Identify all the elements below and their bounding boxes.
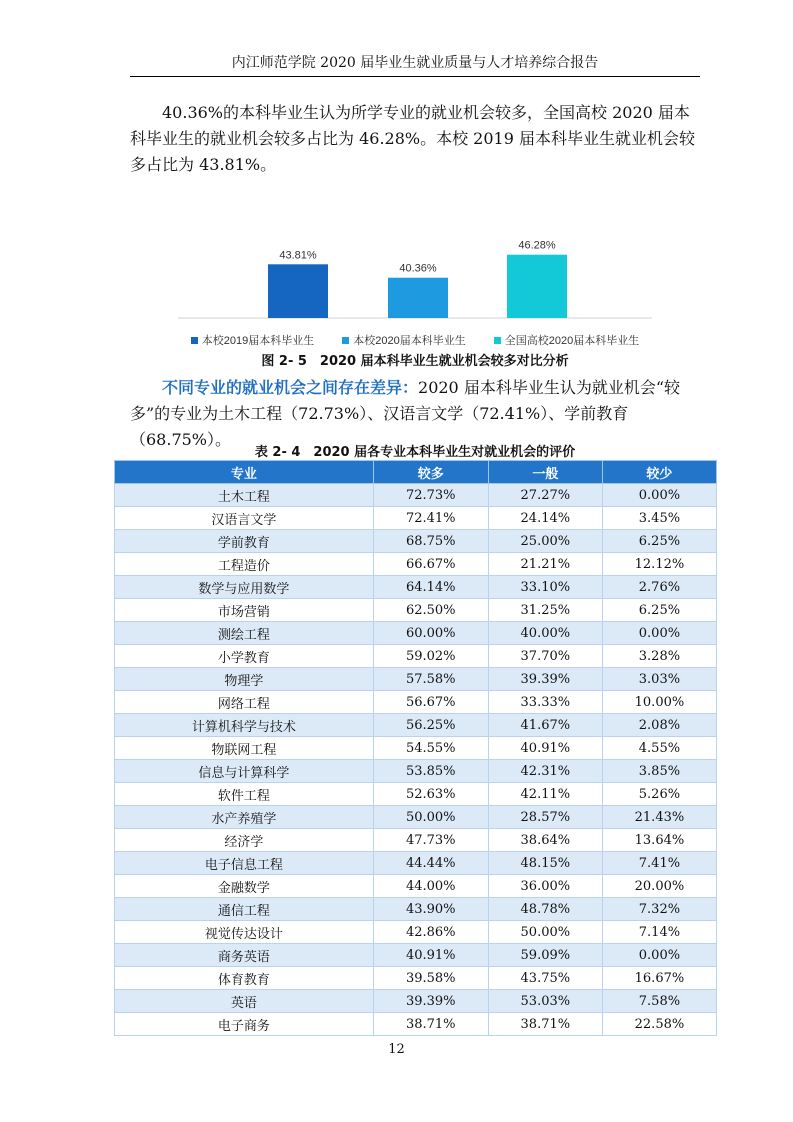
legend-swatch <box>494 337 501 344</box>
cell-few: 3.45% <box>602 507 716 530</box>
cell-major: 信息与计算科学 <box>115 760 374 783</box>
cell-few: 16.67% <box>602 967 716 990</box>
cell-many: 38.71% <box>373 1013 488 1036</box>
table-row <box>115 507 717 530</box>
legend-item <box>342 332 465 348</box>
table-row <box>115 990 717 1013</box>
legend-label: 本校2020届本科毕业生 <box>353 335 466 347</box>
cell-average: 36.00% <box>488 875 602 898</box>
cell-many: 42.86% <box>373 921 488 944</box>
cell-many: 60.00% <box>373 622 488 645</box>
cell-many: 44.00% <box>373 875 488 898</box>
cell-major: 市场营销 <box>115 599 374 622</box>
header-major: 专业 <box>115 461 374 484</box>
cell-major: 英语 <box>115 990 374 1013</box>
cell-many: 43.90% <box>373 898 488 921</box>
cell-many: 64.14% <box>373 576 488 599</box>
table-row <box>115 576 717 599</box>
cell-many: 66.67% <box>373 553 488 576</box>
cell-average: 42.31% <box>488 760 602 783</box>
cell-average: 43.75% <box>488 967 602 990</box>
cell-many: 44.44% <box>373 852 488 875</box>
header-rule <box>130 76 700 77</box>
bar-label-1: 43.81% <box>279 249 317 262</box>
bar-label-3: 46.28% <box>518 240 556 252</box>
table-row <box>115 668 717 691</box>
table-row <box>115 852 717 875</box>
cell-few: 6.25% <box>602 599 716 622</box>
cell-average: 25.00% <box>488 530 602 553</box>
cell-many: 56.25% <box>373 714 488 737</box>
cell-few: 10.00% <box>602 691 716 714</box>
chart-legend <box>130 332 700 348</box>
cell-few: 6.25% <box>602 530 716 553</box>
page-header: 内江师范学院 2020 届毕业生就业质量与人才培养综合报告 <box>231 55 599 71</box>
paragraph-2-text: 2020 届本科毕业生认为就业机会“较多”的专业为土木工程（72.73%）、汉语言文学（72.41%）、学前教育（68.75%）。 <box>130 378 681 449</box>
cell-average: 33.33% <box>488 691 602 714</box>
legend-item <box>191 332 314 348</box>
cell-few: 0.00% <box>602 944 716 967</box>
cell-major: 软件工程 <box>115 783 374 806</box>
cell-few: 7.58% <box>602 990 716 1013</box>
cell-few: 7.32% <box>602 898 716 921</box>
cell-many: 68.75% <box>373 530 488 553</box>
cell-many: 54.55% <box>373 737 488 760</box>
cell-few: 3.28% <box>602 645 716 668</box>
cell-many: 62.50% <box>373 599 488 622</box>
cell-few: 7.14% <box>602 921 716 944</box>
table-row <box>115 645 717 668</box>
cell-few: 0.00% <box>602 622 716 645</box>
bar-3 <box>507 255 567 318</box>
table-body <box>115 484 717 1036</box>
cell-average: 53.03% <box>488 990 602 1013</box>
cell-few: 12.12% <box>602 553 716 576</box>
cell-many: 52.63% <box>373 783 488 806</box>
cell-average: 28.57% <box>488 806 602 829</box>
cell-few: 0.00% <box>602 484 716 507</box>
cell-average: 42.11% <box>488 783 602 806</box>
cell-many: 39.39% <box>373 990 488 1013</box>
header-few: 较少 <box>602 461 716 484</box>
cell-average: 21.21% <box>488 553 602 576</box>
cell-many: 50.00% <box>373 806 488 829</box>
table-row <box>115 760 717 783</box>
bar-chart <box>130 240 700 350</box>
page-number: 12 <box>388 1042 405 1057</box>
cell-major: 水产养殖学 <box>115 806 374 829</box>
cell-average: 38.71% <box>488 1013 602 1036</box>
cell-few: 2.76% <box>602 576 716 599</box>
cell-average: 37.70% <box>488 645 602 668</box>
cell-average: 24.14% <box>488 507 602 530</box>
table-row <box>115 622 717 645</box>
cell-many: 72.41% <box>373 507 488 530</box>
header-many: 较多 <box>373 461 488 484</box>
cell-few: 2.08% <box>602 714 716 737</box>
cell-major: 电子信息工程 <box>115 852 374 875</box>
cell-major: 金融数学 <box>115 875 374 898</box>
table-row <box>115 921 717 944</box>
table-row <box>115 553 717 576</box>
figure-caption: 图 2- 5 2020 届本科毕业生就业机会较多对比分析 <box>261 354 569 369</box>
cell-major: 网络工程 <box>115 691 374 714</box>
cell-few: 21.43% <box>602 806 716 829</box>
chart-canvas <box>130 240 700 332</box>
cell-major: 测绘工程 <box>115 622 374 645</box>
cell-major: 体育教育 <box>115 967 374 990</box>
legend-swatch <box>342 337 349 344</box>
cell-average: 59.09% <box>488 944 602 967</box>
cell-major: 电子商务 <box>115 1013 374 1036</box>
paragraph-2-highlight: 不同专业的就业机会之间存在差异： <box>162 378 419 397</box>
cell-major: 商务英语 <box>115 944 374 967</box>
cell-major: 通信工程 <box>115 898 374 921</box>
table-row <box>115 530 717 553</box>
cell-major: 小学教育 <box>115 645 374 668</box>
cell-many: 53.85% <box>373 760 488 783</box>
cell-average: 31.25% <box>488 599 602 622</box>
table-caption: 表 2- 4 2020 届各专业本科毕业生对就业机会的评价 <box>254 445 576 460</box>
table-row <box>115 898 717 921</box>
cell-many: 59.02% <box>373 645 488 668</box>
cell-few: 4.55% <box>602 737 716 760</box>
cell-few: 3.85% <box>602 760 716 783</box>
legend-item <box>494 332 639 348</box>
table-row <box>115 691 717 714</box>
table-row <box>115 875 717 898</box>
evaluation-table <box>114 460 717 1036</box>
table-row <box>115 967 717 990</box>
cell-major: 物理学 <box>115 668 374 691</box>
cell-few: 20.00% <box>602 875 716 898</box>
cell-few: 3.03% <box>602 668 716 691</box>
header-average: 一般 <box>488 461 602 484</box>
cell-major: 学前教育 <box>115 530 374 553</box>
cell-average: 40.91% <box>488 737 602 760</box>
cell-few: 22.58% <box>602 1013 716 1036</box>
bar-2 <box>388 278 448 318</box>
table-row <box>115 1013 717 1036</box>
table-row <box>115 484 717 507</box>
cell-major: 视觉传达设计 <box>115 921 374 944</box>
cell-few: 5.26% <box>602 783 716 806</box>
paragraph-1: 40.36%的本科毕业生认为所学专业的就业机会较多，全国高校 2020 届本科毕业生的就业机会较多占比为 46.28%。本校 2019 届本科毕业生就业机会较多占比为 43.81%。 <box>130 103 695 174</box>
cell-major: 经济学 <box>115 829 374 852</box>
cell-average: 41.67% <box>488 714 602 737</box>
cell-many: 56.67% <box>373 691 488 714</box>
cell-major: 工程造价 <box>115 553 374 576</box>
cell-many: 72.73% <box>373 484 488 507</box>
table-row <box>115 829 717 852</box>
cell-major: 土木工程 <box>115 484 374 507</box>
cell-average: 27.27% <box>488 484 602 507</box>
cell-many: 57.58% <box>373 668 488 691</box>
table-row <box>115 783 717 806</box>
cell-major: 汉语言文学 <box>115 507 374 530</box>
cell-major: 数学与应用数学 <box>115 576 374 599</box>
cell-many: 47.73% <box>373 829 488 852</box>
bar-1 <box>268 264 328 318</box>
cell-average: 38.64% <box>488 829 602 852</box>
table-header-row <box>115 461 717 484</box>
table-row <box>115 714 717 737</box>
cell-few: 7.41% <box>602 852 716 875</box>
cell-major: 物联网工程 <box>115 737 374 760</box>
legend-label: 全国高校2020届本科毕业生 <box>504 335 640 347</box>
table-row <box>115 944 717 967</box>
cell-many: 40.91% <box>373 944 488 967</box>
table-row <box>115 599 717 622</box>
cell-major: 计算机科学与技术 <box>115 714 374 737</box>
legend-swatch <box>191 337 198 344</box>
cell-average: 48.15% <box>488 852 602 875</box>
table-row <box>115 737 717 760</box>
table-row <box>115 806 717 829</box>
cell-average: 33.10% <box>488 576 602 599</box>
cell-few: 13.64% <box>602 829 716 852</box>
cell-average: 40.00% <box>488 622 602 645</box>
cell-average: 39.39% <box>488 668 602 691</box>
cell-average: 50.00% <box>488 921 602 944</box>
cell-many: 39.58% <box>373 967 488 990</box>
legend-label: 本校2019届本科毕业生 <box>201 335 315 347</box>
bar-label-2: 40.36% <box>399 262 437 275</box>
cell-average: 48.78% <box>488 898 602 921</box>
